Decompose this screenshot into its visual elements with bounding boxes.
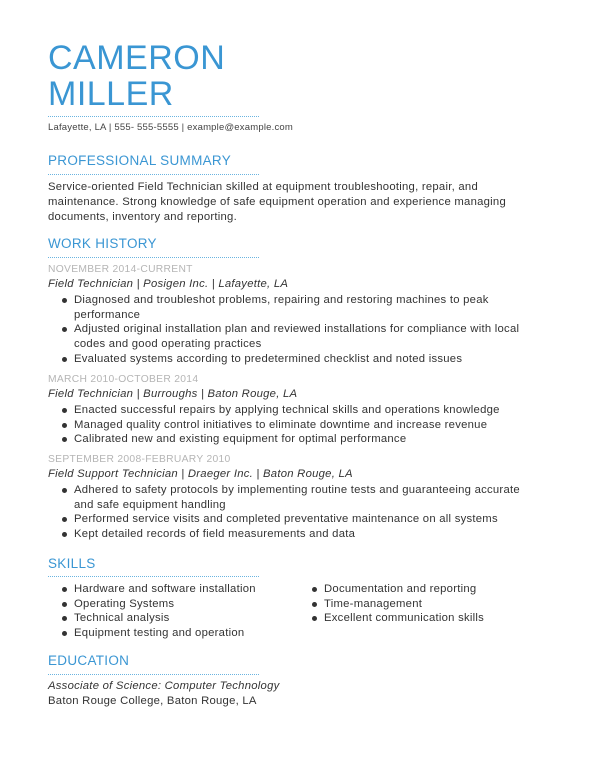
education-school: Baton Rouge College, Baton Rouge, LA <box>48 695 257 707</box>
job-dates: MARCH 2010-OCTOBER 2014 <box>48 374 199 385</box>
skill-item <box>298 597 600 612</box>
job-title-line: Field Support Technician | Draeger Inc. | Baton Rouge, LA <box>48 468 353 480</box>
last-name: MILLER <box>48 75 174 113</box>
job-bullet <box>48 403 548 418</box>
bullet-text: Evaluated systems according to predetermined checklist and noted issues <box>74 352 463 365</box>
bullet-icon <box>62 488 67 493</box>
bullet-icon <box>62 602 67 607</box>
summary-line: documents, inventory and reporting. <box>48 211 237 223</box>
first-name: CAMERON <box>48 39 226 77</box>
bullet-icon <box>62 298 67 303</box>
bullet-text: performance <box>74 308 141 321</box>
bullet-icon <box>62 408 67 413</box>
job-bullet <box>48 483 548 512</box>
job-bullets <box>48 483 548 542</box>
bullet-icon <box>62 517 67 522</box>
job-dates: SEPTEMBER 2008-FEBRUARY 2010 <box>48 454 231 465</box>
job-bullets <box>48 403 548 447</box>
bullet-text: codes and good operating practices <box>74 338 262 351</box>
bullet-icon <box>62 423 67 428</box>
summary-heading: PROFESSIONAL SUMMARY <box>48 153 232 168</box>
summary-line: Service-oriented Field Technician skilled at equipment troubleshooting, repair, and <box>48 181 478 193</box>
bullet-text: Enacted successful repairs by applying technical skills and operations knowledge <box>74 404 500 416</box>
summary-text <box>48 180 558 225</box>
candidate-name <box>48 40 225 112</box>
job-title-line: Field Technician | Burroughs | Baton Rouge, LA <box>48 388 298 400</box>
education-degree: Associate of Science: Computer Technology <box>48 680 280 692</box>
bullet-icon <box>62 327 67 332</box>
skill-text: Time-management <box>324 597 423 610</box>
work-history-heading: WORK HISTORY <box>48 236 157 251</box>
job-bullet <box>48 512 548 527</box>
skill-text: Operating Systems <box>74 597 175 610</box>
bullet-icon <box>62 587 67 592</box>
bullet-icon <box>62 437 67 442</box>
job-bullet <box>48 352 548 367</box>
skill-item <box>48 626 548 641</box>
bullet-icon <box>312 587 317 592</box>
job-bullets <box>48 293 548 367</box>
bullet-text: Calibrated new and existing equipment for optimal performance <box>74 433 407 446</box>
contact-info: Lafayette, LA | 555- 555-5555 | example@example.com <box>48 122 294 133</box>
summary-divider <box>48 174 259 175</box>
skill-item <box>298 611 600 626</box>
skill-text: Technical analysis <box>74 612 170 625</box>
skill-text: Excellent communication skills <box>324 612 485 625</box>
bullet-icon <box>62 631 67 636</box>
bullet-icon <box>62 616 67 621</box>
skill-text: Hardware and software installation <box>74 583 256 595</box>
job-dates: NOVEMBER 2014-CURRENT <box>48 264 193 275</box>
bullet-text: Adjusted original installation plan and reviewed installations for compliance with local <box>74 323 520 336</box>
skills-list-right <box>298 582 600 626</box>
bullet-icon <box>62 532 67 537</box>
job-title-line: Field Technician | Posigen Inc. | Lafayette, LA <box>48 278 289 290</box>
education-heading: EDUCATION <box>48 653 130 668</box>
job-bullet <box>48 322 548 351</box>
bullet-text: Managed quality control initiatives to eliminate downtime and increase revenue <box>74 418 488 431</box>
education-divider <box>48 674 259 675</box>
bullet-icon <box>312 602 317 607</box>
skills-divider <box>48 576 259 577</box>
job-bullet <box>48 293 548 322</box>
job-bullet <box>48 432 548 447</box>
skill-text: Documentation and reporting <box>324 583 477 595</box>
bullet-text: Diagnosed and troubleshot problems, repairing and restoring machines to peak <box>74 294 489 306</box>
bullet-text: Performed service visits and completed preventative maintenance on all systems <box>74 513 498 526</box>
bullet-text: Kept detailed records of field measurements and data <box>74 528 356 541</box>
skill-item <box>298 582 600 597</box>
skills-heading: SKILLS <box>48 556 96 571</box>
name-divider <box>48 116 259 117</box>
skill-text: Equipment testing and operation <box>74 627 245 640</box>
bullet-icon <box>62 357 67 362</box>
bullet-text: Adhered to safety protocols by implementing routine tests and guaranteeing accurate <box>74 484 520 496</box>
bullet-icon <box>312 616 317 621</box>
bullet-text: and safe equipment handling <box>74 498 226 511</box>
work-history-divider <box>48 257 259 258</box>
summary-line: maintenance. Strong knowledge of safe equipment operation and experience managing <box>48 196 506 208</box>
job-bullet <box>48 527 548 542</box>
job-bullet <box>48 418 548 433</box>
